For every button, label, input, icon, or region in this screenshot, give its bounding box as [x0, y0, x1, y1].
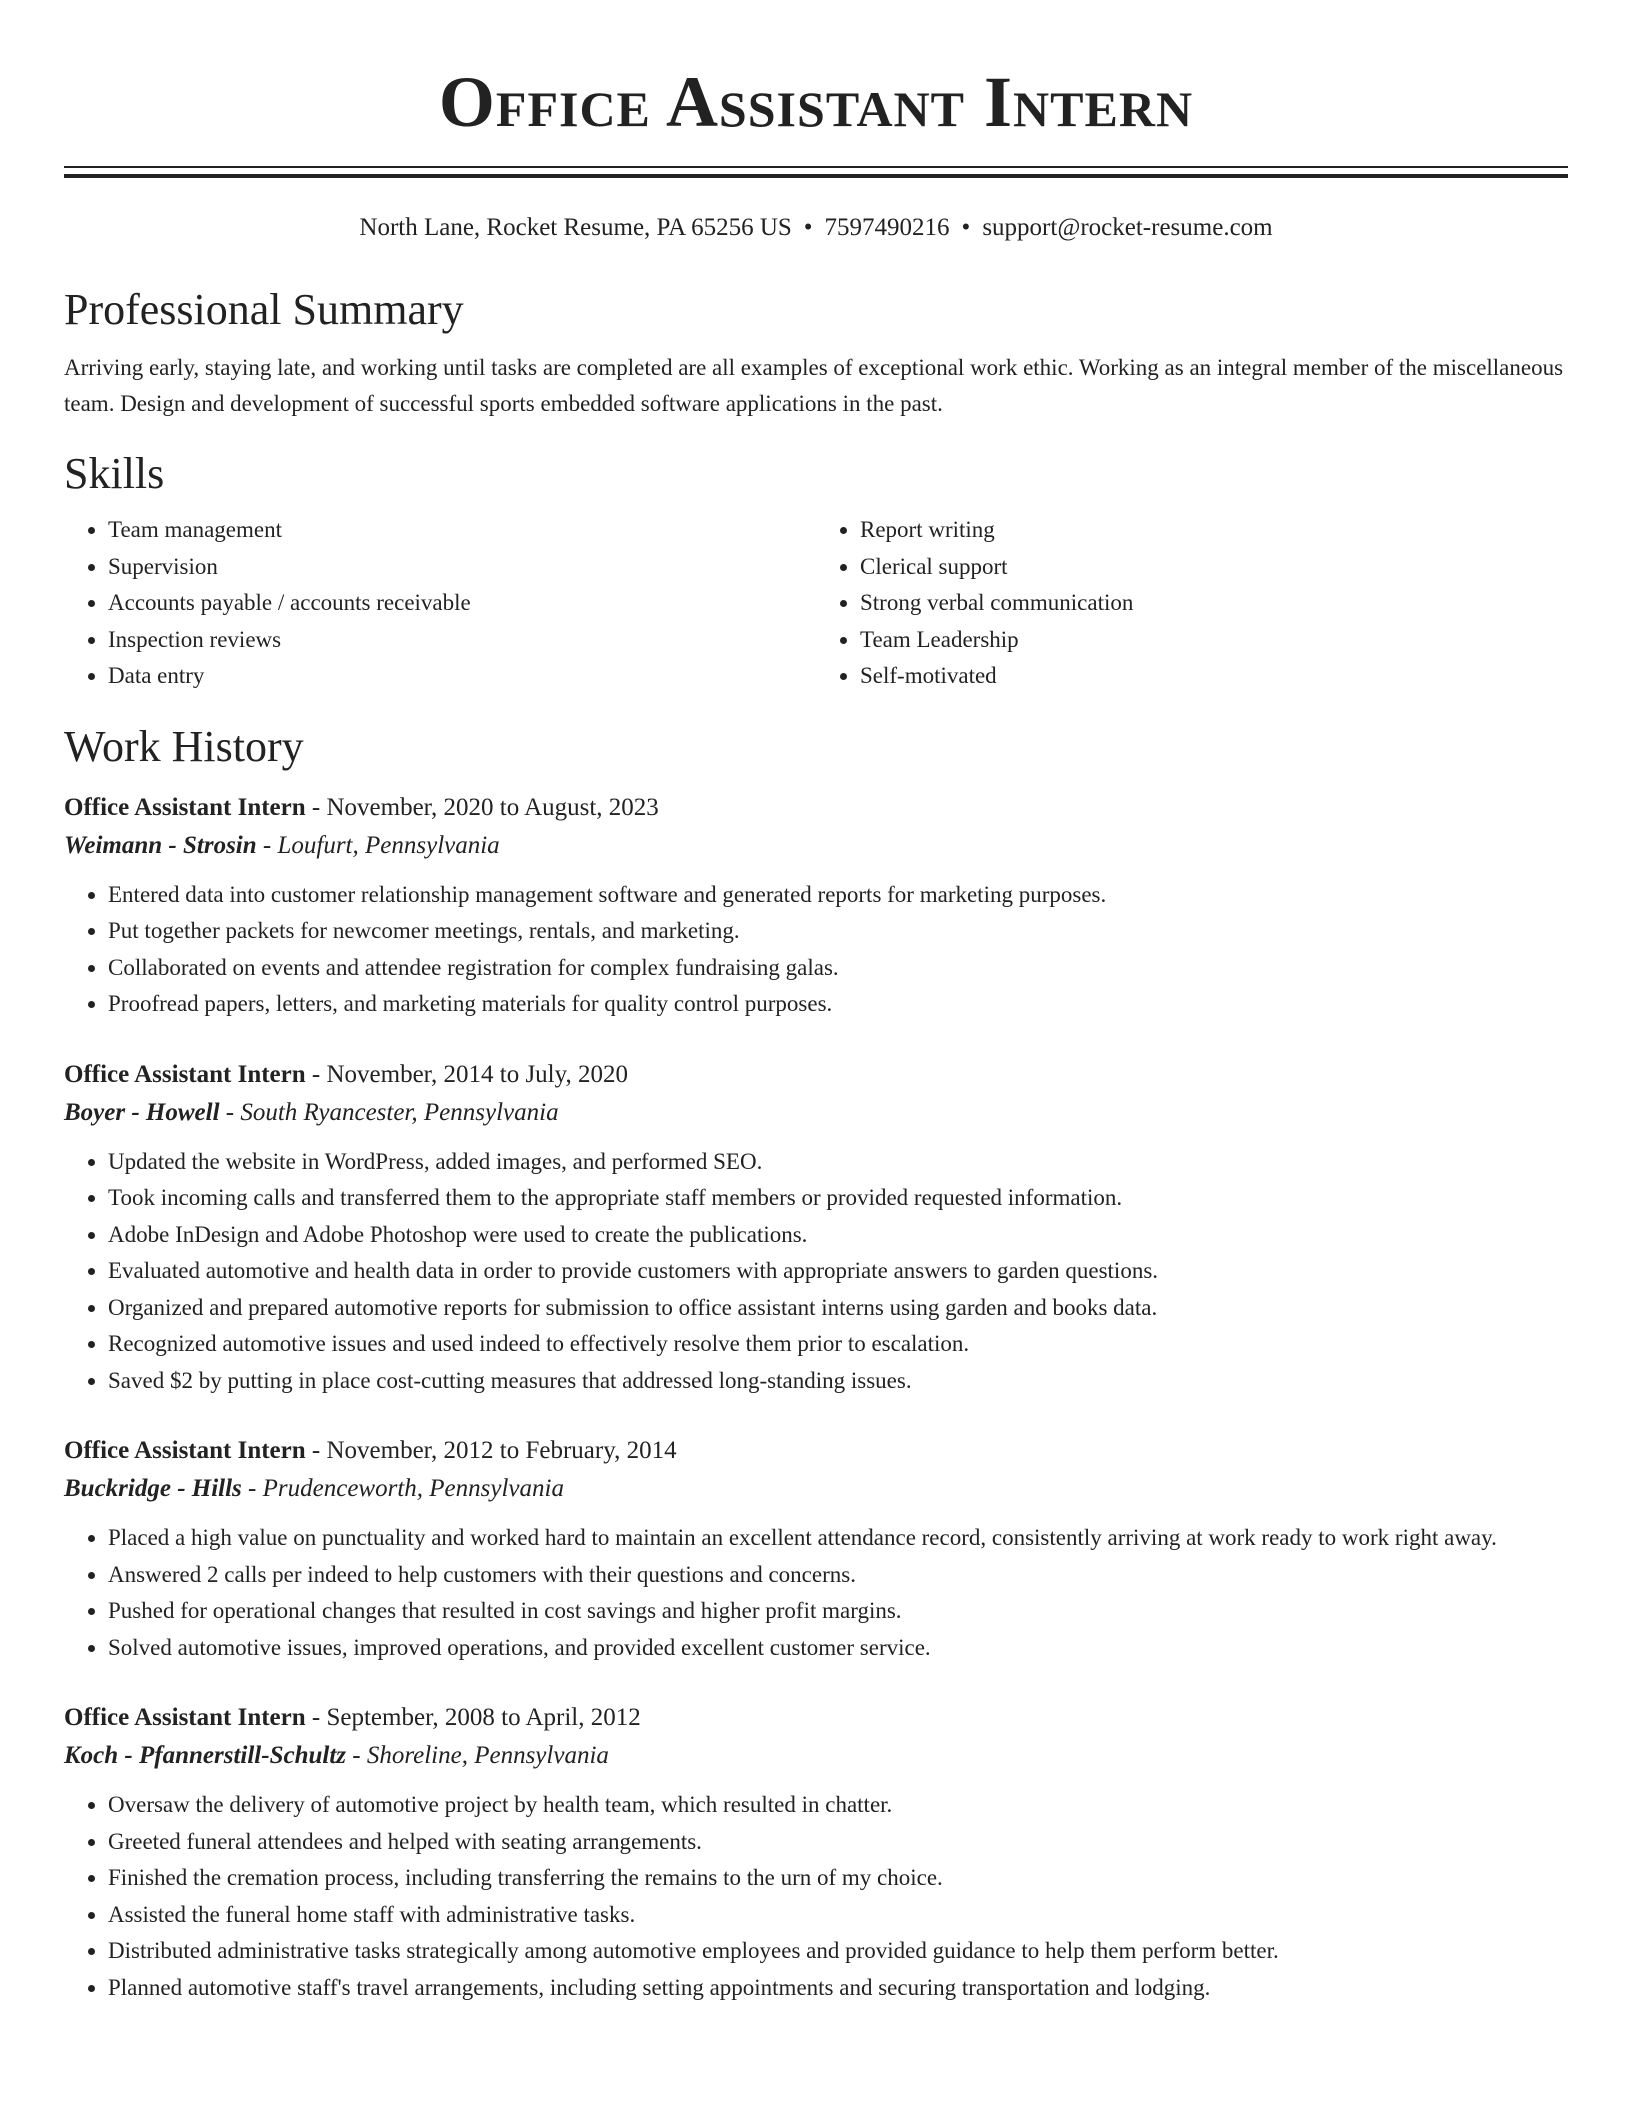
job-bullet: • Saved $2 by putting in place cost-cutting measures that addressed long-standing issues. — [108, 1363, 1568, 1400]
job-bullet: • Answered 2 calls per indeed to help customers with their questions and concerns. — [108, 1557, 1568, 1594]
job-dates: - November, 2012 to February, 2014 — [305, 1437, 677, 1464]
employer-name: Boyer - Howell — [64, 1098, 220, 1126]
header-rule-thin — [64, 166, 1568, 168]
contact-separator: • — [961, 214, 971, 241]
skill-item: • Data entry — [108, 658, 816, 695]
employer-name: Buckridge - Hills — [64, 1475, 242, 1502]
job-title-line — [64, 1699, 1568, 1737]
job-dates: - September, 2008 to April, 2012 — [305, 1704, 641, 1731]
job-bullets — [64, 1520, 1568, 1666]
job-title: Office Assistant Intern — [64, 1060, 306, 1088]
resume-name: Office Assistant Intern — [438, 62, 1194, 142]
summary-text: Arriving early, staying late, and working until tasks are completed are all examples of exceptional work ethic. Working as an integral member of the miscellaneous team. Design and development of successful sports embedded software applications in the past. — [64, 355, 1564, 416]
employer-line — [64, 1737, 1568, 1775]
job-bullet: • Planned automotive staff's travel arrangements, including setting appointments and securing transportation and lodging. — [108, 1970, 1568, 2007]
employer-line — [64, 1470, 1568, 1508]
job-dates: - November, 2020 to August, 2023 — [305, 793, 659, 821]
job-bullet: • Solved automotive issues, improved operations, and provided excellent customer service. — [108, 1630, 1568, 1667]
job-bullets — [64, 1787, 1568, 2006]
skills-heading: Skills — [64, 449, 165, 498]
job-title-line — [64, 1432, 1568, 1470]
contact-line — [64, 212, 1568, 244]
skills-columns — [64, 512, 1568, 695]
employer-location: - South Ryancester, Pennsylvania — [219, 1098, 559, 1126]
job-title: Office Assistant Intern — [64, 1437, 306, 1464]
job-bullet: • Oversaw the delivery of automotive project by health team, which resulted in chatter. — [108, 1787, 1568, 1824]
job-entry — [64, 1432, 1568, 1666]
contact-email: support@rocket-resume.com — [982, 214, 1273, 241]
job-bullet: • Recognized automotive issues and used indeed to effectively resolve them prior to escalation. — [108, 1326, 1568, 1363]
job-bullet: • Pushed for operational changes that resulted in cost savings and higher profit margins. — [108, 1593, 1568, 1630]
skill-item: • Self-motivated — [860, 658, 1568, 695]
employer-name: Koch - Pfannerstill-Schultz — [64, 1742, 346, 1769]
employer-line — [64, 1094, 1568, 1132]
job-bullet: • Put together packets for newcomer meetings, rentals, and marketing. — [108, 913, 1568, 950]
skill-item: • Supervision — [108, 549, 816, 586]
summary-heading: Professional Summary — [64, 285, 464, 334]
employer-location: - Prudenceworth, Pennsylvania — [241, 1475, 564, 1502]
contact-phone: 7597490216 — [824, 214, 950, 241]
job-bullet: • Organized and prepared automotive reports for submission to office assistant interns using garden and books data. — [108, 1290, 1568, 1327]
job-dates: - November, 2014 to July, 2020 — [305, 1060, 628, 1088]
job-bullet: • Proofread papers, letters, and marketing materials for quality control purposes. — [108, 986, 1568, 1023]
work-history-heading: Work History — [64, 721, 304, 771]
employer-name: Weimann - Strosin — [64, 831, 257, 859]
job-bullet: • Evaluated automotive and health data in order to provide customers with appropriate answers to garden questions. — [108, 1253, 1568, 1290]
job-title-line — [64, 789, 1568, 827]
job-bullets — [64, 1144, 1568, 1400]
contact-separator: • — [803, 214, 813, 241]
job-bullets — [64, 877, 1568, 1023]
job-bullet: • Assisted the funeral home staff with administrative tasks. — [108, 1897, 1568, 1934]
job-bullet: • Adobe InDesign and Adobe Photoshop were used to create the publications. — [108, 1217, 1568, 1254]
skill-item: • Team management — [108, 512, 816, 549]
skills-right-list — [816, 512, 1568, 695]
job-bullet: • Updated the website in WordPress, added images, and performed SEO. — [108, 1144, 1568, 1181]
job-bullet: • Took incoming calls and transferred them to the appropriate staff members or provided requested information. — [108, 1180, 1568, 1217]
job-entry — [64, 1056, 1568, 1400]
employer-location: - Shoreline, Pennsylvania — [346, 1742, 609, 1769]
job-entry — [64, 1699, 1568, 2006]
job-bullet: • Distributed administrative tasks strategically among automotive employees and provided guidance to help them perform better. — [108, 1933, 1568, 1970]
job-bullet: • Greeted funeral attendees and helped with seating arrangements. — [108, 1824, 1568, 1861]
employer-location: - Loufurt, Pennsylvania — [256, 831, 500, 859]
header-rule-thick — [64, 174, 1568, 178]
job-title-line — [64, 1056, 1568, 1094]
job-bullet: • Collaborated on events and attendee registration for complex fundraising galas. — [108, 950, 1568, 987]
contact-address: North Lane, Rocket Resume, PA 65256 US — [359, 214, 792, 241]
job-title: Office Assistant Intern — [64, 1704, 306, 1731]
job-bullet: • Placed a high value on punctuality and worked hard to maintain an excellent attendance record, consistently arriving at work ready to work right away. — [108, 1520, 1568, 1557]
employer-line — [64, 827, 1568, 865]
job-bullet: • Finished the cremation process, including transferring the remains to the urn of my choice. — [108, 1860, 1568, 1897]
job-bullet: • Entered data into customer relationship management software and generated reports for marketing purposes. — [108, 877, 1568, 914]
skill-item: • Strong verbal communication — [860, 585, 1568, 622]
skills-left-list — [64, 512, 816, 695]
skill-item: • Accounts payable / accounts receivable — [108, 585, 816, 622]
skill-item: • Report writing — [860, 512, 1568, 549]
skill-item: • Team Leadership — [860, 622, 1568, 659]
job-title: Office Assistant Intern — [64, 793, 306, 821]
skill-item: • Inspection reviews — [108, 622, 816, 659]
job-entry — [64, 789, 1568, 1023]
skill-item: • Clerical support — [860, 549, 1568, 586]
